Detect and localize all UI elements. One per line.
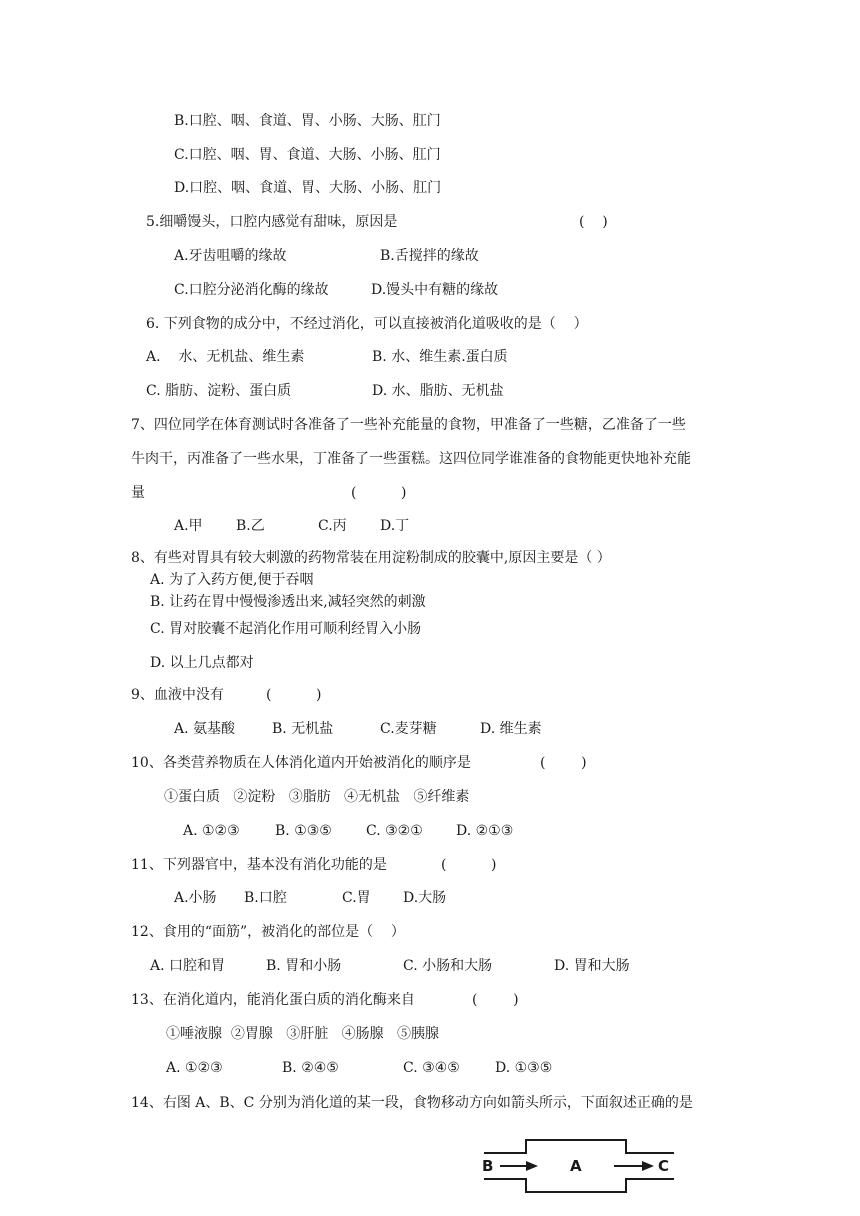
q14-stem: 14、右图 A、B、C 分别为消化道的某一段，食物移动方向如箭头所示，下面叙述正确的是 bbox=[131, 1095, 693, 1111]
q9-option-d: D. 维生素 bbox=[480, 721, 542, 737]
q12-stem: 12、食用的“面筋”，被消化的部位是（ ） bbox=[131, 924, 405, 940]
q12-option-a: A. 口腔和胃 bbox=[150, 958, 226, 974]
q10-option-c: C. ③②① bbox=[366, 823, 423, 839]
q6-option-c: C. 脂肪、淀粉、蛋白质 bbox=[146, 383, 292, 399]
q4-option-c: C.口腔、咽、胃、食道、大肠、小肠、肛门 bbox=[174, 147, 441, 163]
segment-label-c: C bbox=[658, 1157, 670, 1175]
q4-option-d: D.口腔、咽、食道、胃、大肠、小肠、肛门 bbox=[174, 180, 442, 196]
q7-stem-line3: 量 bbox=[131, 485, 145, 501]
q9-option-c: C.麦芽糖 bbox=[380, 721, 437, 737]
q13-answer-blank: ( ) bbox=[472, 992, 519, 1008]
digestive-tract-diagram bbox=[478, 1138, 678, 1194]
q5-option-d: D.馒头中有糖的缘故 bbox=[371, 282, 499, 298]
q11-option-a: A.小肠 bbox=[174, 890, 217, 906]
q7-answer-blank: ( ) bbox=[351, 485, 407, 501]
q10-option-b: B. ①③⑤ bbox=[275, 823, 332, 839]
q8-option-b: B. 让药在胃中慢慢渗透出来,减轻突然的刺激 bbox=[150, 594, 426, 610]
q5-option-b: B.舌搅拌的缘故 bbox=[380, 248, 479, 264]
q7-stem-line2: 牛肉干，丙准备了一些水果，丁准备了一些蛋糕。这四位同学谁准备的食物能更快地补充能 bbox=[131, 451, 691, 467]
q10-option-a: A. ①②③ bbox=[183, 823, 240, 839]
q9-answer-blank: ( ) bbox=[266, 687, 322, 703]
q12-option-b: B. 胃和小肠 bbox=[266, 958, 342, 974]
q9-option-b: B. 无机盐 bbox=[272, 721, 334, 737]
q8-option-d: D. 以上几点都对 bbox=[150, 655, 254, 671]
tract-upper-outline bbox=[484, 1140, 674, 1153]
q7-option-c: C.丙 bbox=[318, 518, 347, 534]
q11-option-d: D.大肠 bbox=[403, 890, 447, 906]
q12-option-d: D. 胃和大肠 bbox=[554, 958, 630, 974]
q13-option-d: D. ①③⑤ bbox=[495, 1060, 553, 1076]
q5-option-a: A.牙齿咀嚼的缘故 bbox=[174, 248, 287, 264]
q8-stem: 8、有些对胃具有较大刺激的药物常装在用淀粉制成的胶囊中,原因主要是（ ） bbox=[131, 550, 611, 566]
q6-option-b: B. 水、维生素.蛋白质 bbox=[372, 349, 508, 365]
q5-answer-blank: ( ) bbox=[579, 214, 608, 230]
q4-option-b: B.口腔、咽、食道、胃、小肠、大肠、肛门 bbox=[174, 113, 441, 129]
q13-option-a: A. ①②③ bbox=[166, 1060, 223, 1076]
q8-option-c: C. 胃对胶囊不起消化作用可顺利经胃入小肠 bbox=[150, 621, 422, 637]
q8-option-a: A. 为了入药方便,便于吞咽 bbox=[150, 572, 314, 588]
q11-stem: 11、下列器官中，基本没有消化功能的是 bbox=[131, 857, 387, 873]
q5-option-c: C.口腔分泌消化酶的缘故 bbox=[174, 282, 329, 298]
q10-answer-blank: ( ) bbox=[540, 755, 587, 771]
q13-option-c: C. ③④⑤ bbox=[403, 1060, 460, 1076]
q9-stem: 9、血液中没有 bbox=[131, 687, 224, 703]
q11-answer-blank: ( ) bbox=[441, 857, 497, 873]
q10-stem: 10、各类营养物质在人体消化道内开始被消化的顺序是 bbox=[131, 755, 471, 771]
q13-option-b: B. ②④⑤ bbox=[282, 1060, 339, 1076]
q10-option-d: D. ②①③ bbox=[456, 823, 514, 839]
q11-option-c: C.胃 bbox=[342, 890, 371, 906]
arrow-right-icon bbox=[500, 1161, 538, 1171]
q7-option-d: D.丁 bbox=[380, 518, 410, 534]
q13-items: ①唾液腺 ②胃腺 ③肝脏 ④肠腺 ⑤胰腺 bbox=[166, 1026, 439, 1042]
q6-option-a: A. 水、无机盐、维生素 bbox=[146, 349, 305, 365]
q7-option-a: A.甲 bbox=[174, 518, 203, 534]
q12-option-c: C. 小肠和大肠 bbox=[403, 958, 493, 974]
segment-label-b: B bbox=[482, 1157, 494, 1175]
q11-option-b: B.口腔 bbox=[244, 890, 287, 906]
arrow-right-icon bbox=[614, 1161, 654, 1171]
q6-option-d: D. 水、脂肪、无机盐 bbox=[372, 383, 504, 399]
q5-stem: 5.细嚼馒头，口腔内感觉有甜味，原因是 bbox=[146, 214, 398, 230]
q7-option-b: B.乙 bbox=[236, 518, 265, 534]
q10-items: ①蛋白质 ②淀粉 ③脂肪 ④无机盐 ⑤纤维素 bbox=[164, 789, 470, 805]
tract-lower-outline bbox=[484, 1179, 674, 1192]
q7-stem-line1: 7、四位同学在体育测试时各准备了一些补充能量的食物，甲准备了一些糖，乙准备了一些 bbox=[131, 417, 686, 433]
q6-stem: 6. 下列食物的成分中，不经过消化，可以直接被消化道吸收的是（ ） bbox=[146, 316, 588, 332]
q13-stem: 13、在消化道内，能消化蛋白质的消化酶来自 bbox=[131, 992, 415, 1008]
q9-option-a: A. 氨基酸 bbox=[174, 721, 236, 737]
segment-label-a: A bbox=[570, 1157, 582, 1175]
